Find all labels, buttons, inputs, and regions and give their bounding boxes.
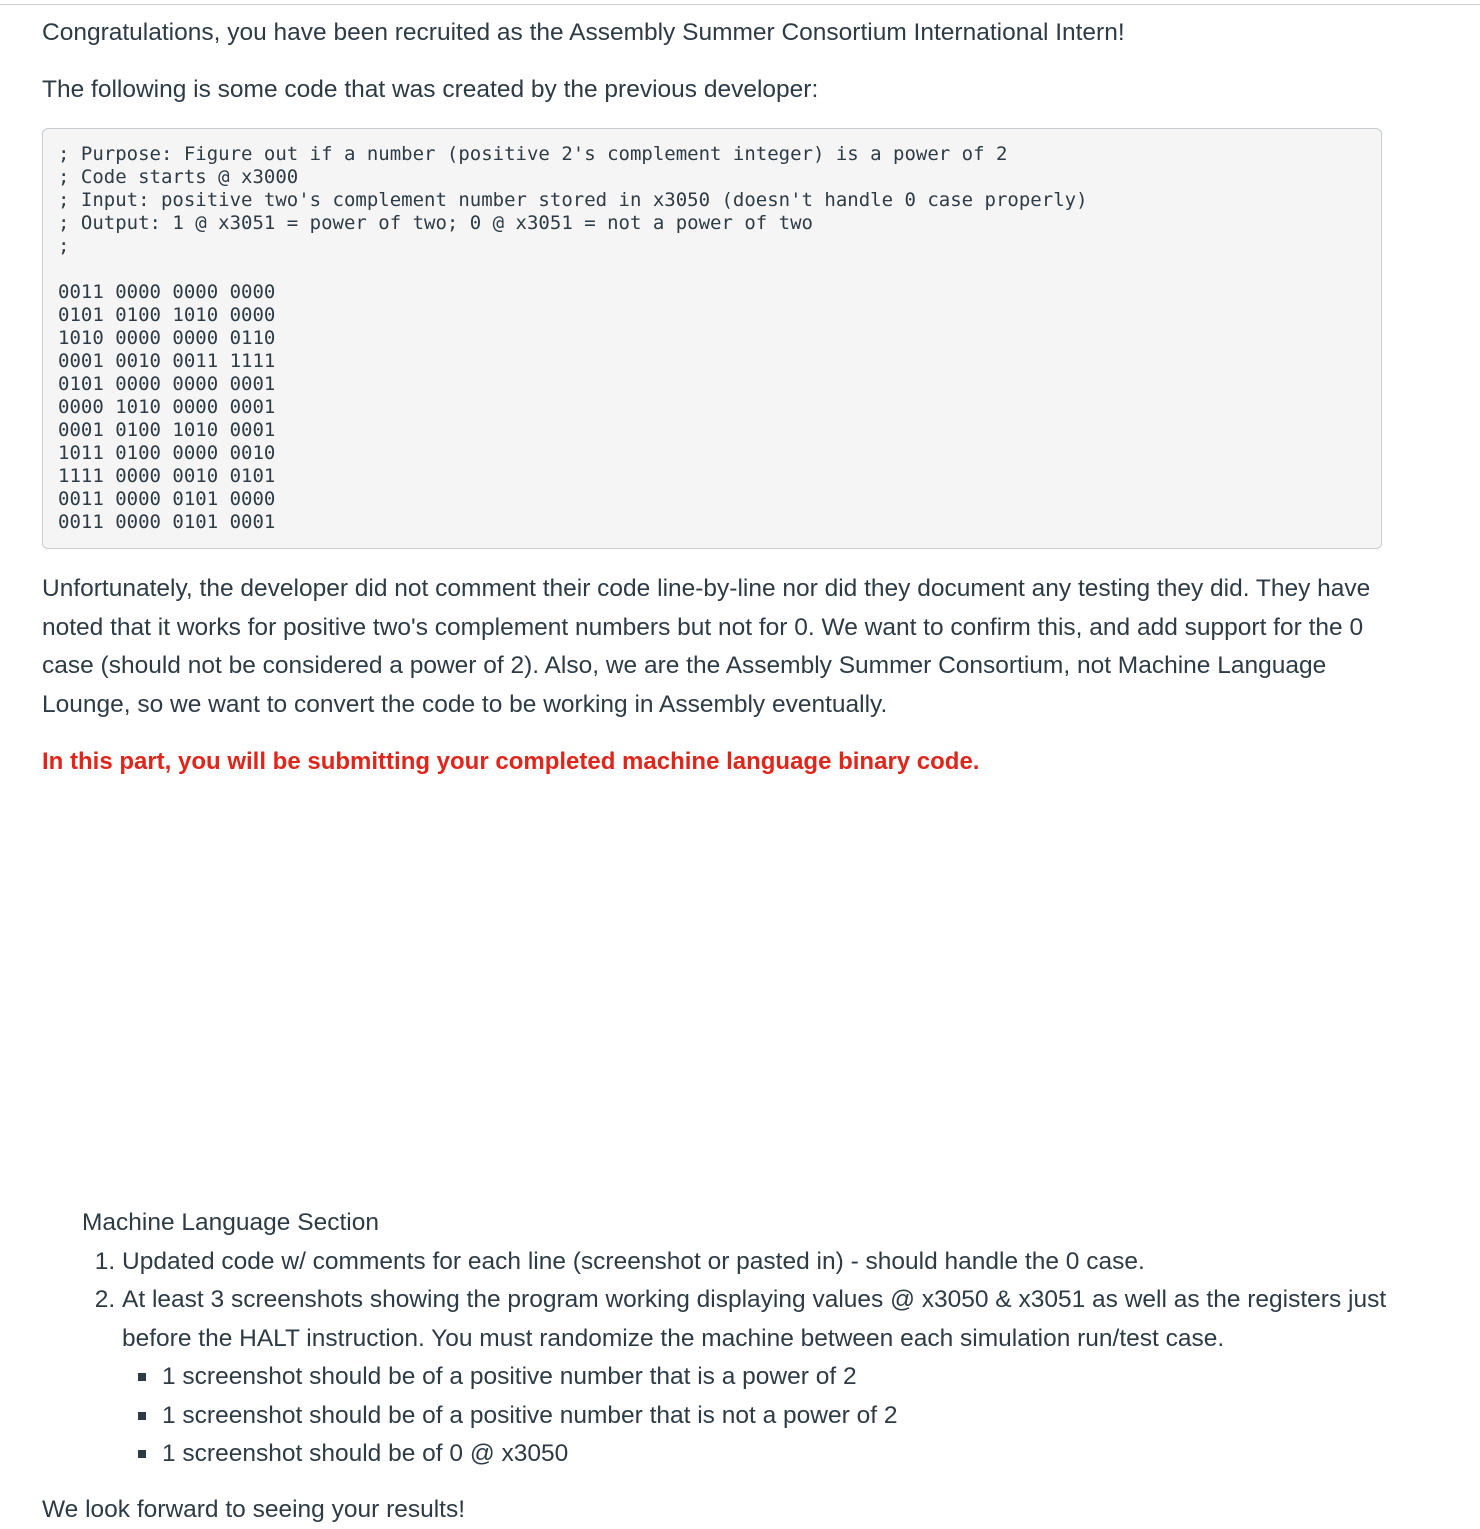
code-comment-lines (58, 143, 1381, 534)
binary-code-line: 0101 0100 1010 0000 (58, 304, 276, 326)
requirements-list (82, 1243, 1402, 1474)
square-bullet-icon (138, 1450, 146, 1458)
binary-code-line: 1011 0100 0000 0010 (58, 442, 276, 464)
binary-code-line: 0001 0010 0011 1111 (58, 350, 276, 372)
square-bullet-icon (138, 1412, 146, 1420)
code-block (42, 128, 1382, 549)
code-comment-line: ; (58, 235, 70, 257)
list-item (122, 1281, 1402, 1474)
square-bullet-icon (138, 1373, 146, 1381)
binary-code-line: 1010 0000 0000 0110 (58, 327, 276, 349)
binary-code-line: 0011 0000 0101 0001 (58, 511, 276, 533)
code-comment-line: ; Purpose: Figure out if a number (positive 2's complement integer) is a power of 2 (58, 143, 1008, 165)
sub-list-item-text: 1 screenshot should be of 0 @ x3050 (162, 1440, 569, 1467)
list-item-text: Updated code w/ comments for each line (screenshot or pasted in) - should handle the 0 case. (122, 1247, 1145, 1275)
closing-paragraph: We look forward to seeing your results! (42, 1496, 466, 1523)
binary-code-line: 0101 0000 0000 0001 (58, 373, 276, 395)
code-comment-line: ; Output: 1 @ x3051 = power of two; 0 @ x3051 = not a power of two (58, 212, 813, 234)
top-divider (0, 4, 1480, 5)
sub-list-item (138, 1435, 1402, 1474)
machine-language-section (82, 1204, 1402, 1474)
code-comment-line: ; Input: positive two's complement number stored in x3050 (doesn't handle 0 case properly) (58, 189, 1088, 211)
binary-code-line: 0000 1010 0000 0001 (58, 396, 276, 418)
screenshot-requirements-list (122, 1358, 1402, 1474)
code-intro-paragraph: The following is some code that was created by the previous developer: (42, 76, 819, 103)
binary-code-line: 0001 0100 1010 0001 (58, 419, 276, 441)
binary-code-line: 0011 0000 0000 0000 (58, 281, 276, 303)
list-item-text: At least 3 screenshots showing the program working displaying values @ x3050 & x3051 as well as the registers just before the HALT instruction. You must randomize the machine between each simulation run/test case. (122, 1286, 1387, 1352)
sub-list-item (138, 1358, 1402, 1397)
binary-code-line: 0011 0000 0101 0000 (58, 488, 276, 510)
sub-list-item (138, 1397, 1402, 1436)
submission-note: In this part, you will be submitting your completed machine language binary code. (42, 748, 980, 775)
sub-list-item-text: 1 screenshot should be of a positive number that is not a power of 2 (162, 1401, 898, 1429)
explanation-paragraph: Unfortunately, the developer did not comment their code line-by-line nor did they document any testing they did. They have noted that it works for positive two's complement numbers but not for 0. We want to confirm this, and add support for the 0 case (should not be considered a power of 2). Also, we are the Assembly Summer Consortium, not Machine Language Lounge, so we want to convert the code to be working in Assembly eventually. (42, 575, 1371, 718)
sub-list-item-text: 1 screenshot should be of a positive number that is a power of 2 (162, 1363, 857, 1390)
code-comment-line: ; Code starts @ x3000 (58, 166, 299, 188)
binary-code-line: 1111 0000 0010 0101 (58, 465, 276, 487)
section-heading: Machine Language Section (82, 1209, 379, 1236)
list-item (122, 1243, 1402, 1282)
intro-paragraph: Congratulations, you have been recruited as the Assembly Summer Consortium International Intern! (42, 19, 1125, 46)
